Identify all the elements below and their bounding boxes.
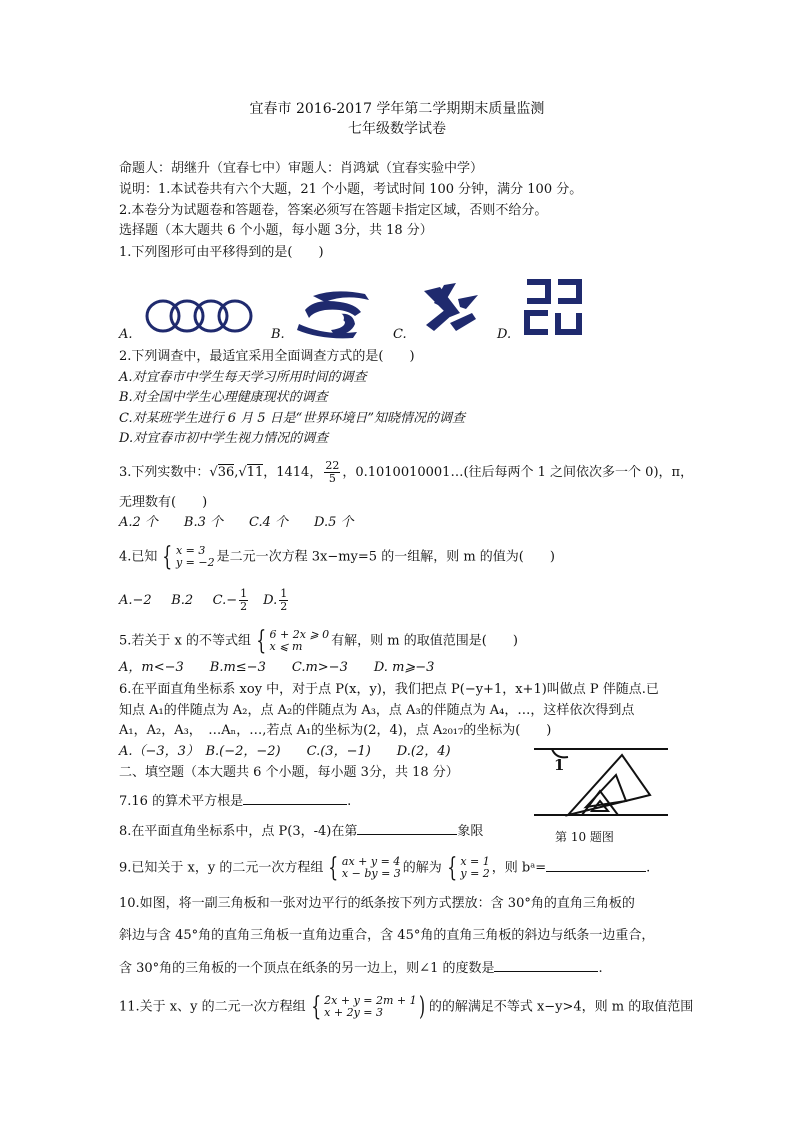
q10-line-3-text: 含 30°角的三角板的一个顶点在纸条的另一边上，则∠1 的度数是	[119, 961, 495, 976]
left-brace: {	[256, 626, 267, 656]
q4-option-a: A.−2	[119, 593, 152, 608]
q4-option-d-fraction	[279, 588, 288, 613]
q3-options: A.2 个 B.3 个 C.4 个 D.5 个	[119, 515, 354, 530]
q5-suffix: 有解，则 m 的取值范围是( )	[331, 633, 518, 649]
q4-option-b: B.2	[171, 593, 194, 608]
note-1: 说明：1.本试卷共有六个大题，21 个小题，考试时间 100 分钟，满分 100 分。	[119, 182, 583, 197]
q4-options	[119, 588, 290, 613]
q10-line-2: 斜边与含 45°角的直角三角板一直角边重合，含 45°角的直角三角板的斜边与纸条一边重合，	[119, 928, 655, 943]
left-brace: {	[162, 542, 173, 572]
q1-option-b-label: B.	[271, 327, 285, 342]
q4-prefix: 4.已知	[119, 549, 158, 565]
q5-stem	[119, 628, 518, 654]
q11-line	[119, 994, 693, 1020]
q4-option-c: C.−	[212, 593, 238, 608]
q7-line	[119, 791, 351, 811]
q3-frac-num: 22	[325, 459, 340, 472]
q9-end: .	[646, 860, 651, 876]
q1-stem: 1.下列图形可由平移得到的是( )	[119, 245, 324, 260]
q5-row-2: x ⩽ m	[269, 640, 303, 653]
frac-den: 2	[240, 600, 248, 613]
q2-option-a: A.对宜春市中学生每天学习所用时间的调查	[119, 370, 367, 385]
q5-row-1: 6 + 2x ⩾ 0	[269, 628, 330, 641]
q9-line	[119, 855, 650, 881]
frac-num: 1	[240, 587, 248, 600]
q3-stem: 3.下列实数中：√36,√11，1414， $\frac{22}{5}$ ，0.1010010001…(往后每两个 1 之间依次多一个 0)，π，	[119, 459, 694, 485]
q2-option-b: B.对全国中学生心理健康现状的调查	[119, 390, 328, 405]
q10-line-1: 10.如图，将一副三角板和一张对边平行的纸条按下列方式摆放：含 30°角的直角三角板的	[119, 896, 635, 911]
q9-prefix: 9.已知关于 x，y 的二元一次方程组	[119, 860, 324, 876]
q10-answer-blank[interactable]	[494, 958, 598, 972]
q3-frac-den: 5	[328, 472, 336, 485]
q10-line-3	[119, 958, 603, 978]
q9-system-1	[325, 855, 400, 881]
q7-answer-blank[interactable]	[243, 791, 347, 805]
sqrt-symbol: √	[238, 465, 247, 480]
q10-end: .	[598, 961, 603, 976]
q8-answer-blank[interactable]	[357, 821, 457, 835]
frac-den: 2	[280, 600, 288, 613]
q9-system-2	[444, 855, 490, 881]
q2-option-c: C.对某班学生进行 6 月 5 日是“世界环境日”知晓情况的调查	[119, 411, 465, 426]
q2-option-d: D.对宜春市初中学生视力情况的调查	[119, 431, 329, 446]
q5-system	[253, 628, 329, 654]
q9-sys1-row-1: ax + y = 4	[341, 855, 401, 868]
q6-line-2: 知点 A₁的伴随点为 A₂，点 A₂的伴随点为 A₃，点 A₃的伴随点为 A₄，…，这样依次得到点	[119, 703, 635, 718]
q6-options: A.（−3，3） B.(−2，−2) C.(3，−1) D.(2，4)	[119, 744, 451, 759]
q7-text: 7.16 的算术平方根是	[119, 794, 244, 809]
q4-suffix: 是二元一次方程 3x−my=5 的一组解，则 m 的值为( )	[216, 549, 555, 565]
q4-option-d: D.	[263, 593, 278, 608]
q4-row-2: y = −2	[175, 556, 215, 569]
frac-num: 1	[280, 587, 288, 600]
swirl-logo-figure	[295, 288, 375, 338]
note-2: 2.本卷分为试题卷和答题卷，答案必须写在答题卡指定区域，否则不给分。	[119, 203, 548, 218]
section-1-heading: 选择题（本大题共 6 个小题，每小题 3分，共 18 分）	[119, 223, 433, 238]
q9-suffix: ，则 bᵃ=	[491, 860, 547, 876]
four-squares-figure	[524, 279, 582, 335]
q11-prefix: 11.关于 x、y 的二元一次方程组	[119, 999, 306, 1015]
q9-mid: 的解为	[402, 860, 442, 876]
q6-line-1: 6.在平面直角坐标系 xoy 中，对于点 P(x，y)，我们把点 P(−y+1，x+1)叫做点 P 伴随点.已	[119, 682, 659, 697]
sqrt-symbol: √	[209, 465, 218, 480]
q1-option-d-label: D.	[497, 327, 512, 342]
q2-stem: 2.下列调查中，最适宜采用全面调查方式的是( )	[119, 349, 415, 364]
q11-row-2: x + 2y = 3	[324, 1006, 384, 1019]
authors-line: 命题人：胡继升（宜春七中）审题人：肖鸿斌（宜春实验中学）	[119, 161, 484, 176]
q1-option-c-label: C.	[393, 327, 407, 342]
q3-sqrt-36: 36	[217, 465, 235, 480]
q3-line-2: 无理数有( )	[119, 495, 208, 510]
q11-row-1: 2x + y = 2m + 1	[324, 994, 417, 1007]
q11-system	[308, 994, 427, 1020]
section-2-heading: 二、填空题（本大题共 6 个小题，每小题 3分，共 18 分）	[119, 765, 459, 780]
q1-option-a-label: A.	[119, 327, 133, 342]
q5-prefix: 5.若关于 x 的不等式组	[119, 633, 251, 649]
exam-subtitle: 七年级数学试卷	[348, 121, 446, 137]
q8-end: 象限	[457, 824, 484, 839]
q4-option-c-fraction	[239, 588, 248, 613]
pinwheel-figure	[420, 283, 480, 335]
left-brace: {	[447, 853, 458, 883]
q5-options: A，m<−3 B.m≤−3 C.m>−3 D. m⩾−3	[119, 660, 435, 675]
q3-fraction	[324, 460, 340, 485]
q3-suffix: ，0.1010010001…(往后每两个 1 之间依次多一个 0)，π，	[342, 465, 694, 480]
exam-title: 宜春市 2016-2017 学年第二学期期末质量监测	[249, 101, 545, 117]
q9-sys1-row-2: x − by = 3	[341, 867, 401, 880]
q6-line-3: A₁，A₂，A₃， …Aₙ，…,若点 A₁的坐标为(2，4)，点 A₂₀₁₇的坐标为( )	[119, 723, 552, 738]
q4-row-1: x = 3	[175, 544, 206, 557]
q4-stem	[119, 544, 555, 570]
right-paren: )	[418, 992, 425, 1022]
left-brace: {	[310, 992, 321, 1022]
q10-figure-caption: 第 10 题图	[555, 830, 614, 844]
q8-text: 8.在平面直角坐标系中，点 P(3，-4)在第	[119, 824, 358, 839]
q9-answer-blank[interactable]	[546, 858, 646, 872]
q3-prefix: 3.下列实数中：	[119, 465, 210, 480]
q7-end: .	[347, 794, 352, 809]
q9-sys2-row-1: x = 1	[460, 855, 490, 868]
q9-sys2-row-2: y = 2	[460, 867, 490, 880]
q4-system	[159, 544, 214, 570]
q10-angle-label: 1	[554, 756, 565, 774]
q3-mid: ，1414，	[263, 465, 323, 480]
q11-suffix: 的的解满足不等式 x−y>4，则 m 的取值范围	[428, 999, 694, 1015]
left-brace: {	[328, 853, 339, 883]
four-rings-figure	[145, 298, 255, 334]
q3-sqrt-11: 11	[246, 465, 264, 480]
q8-line	[119, 821, 483, 841]
